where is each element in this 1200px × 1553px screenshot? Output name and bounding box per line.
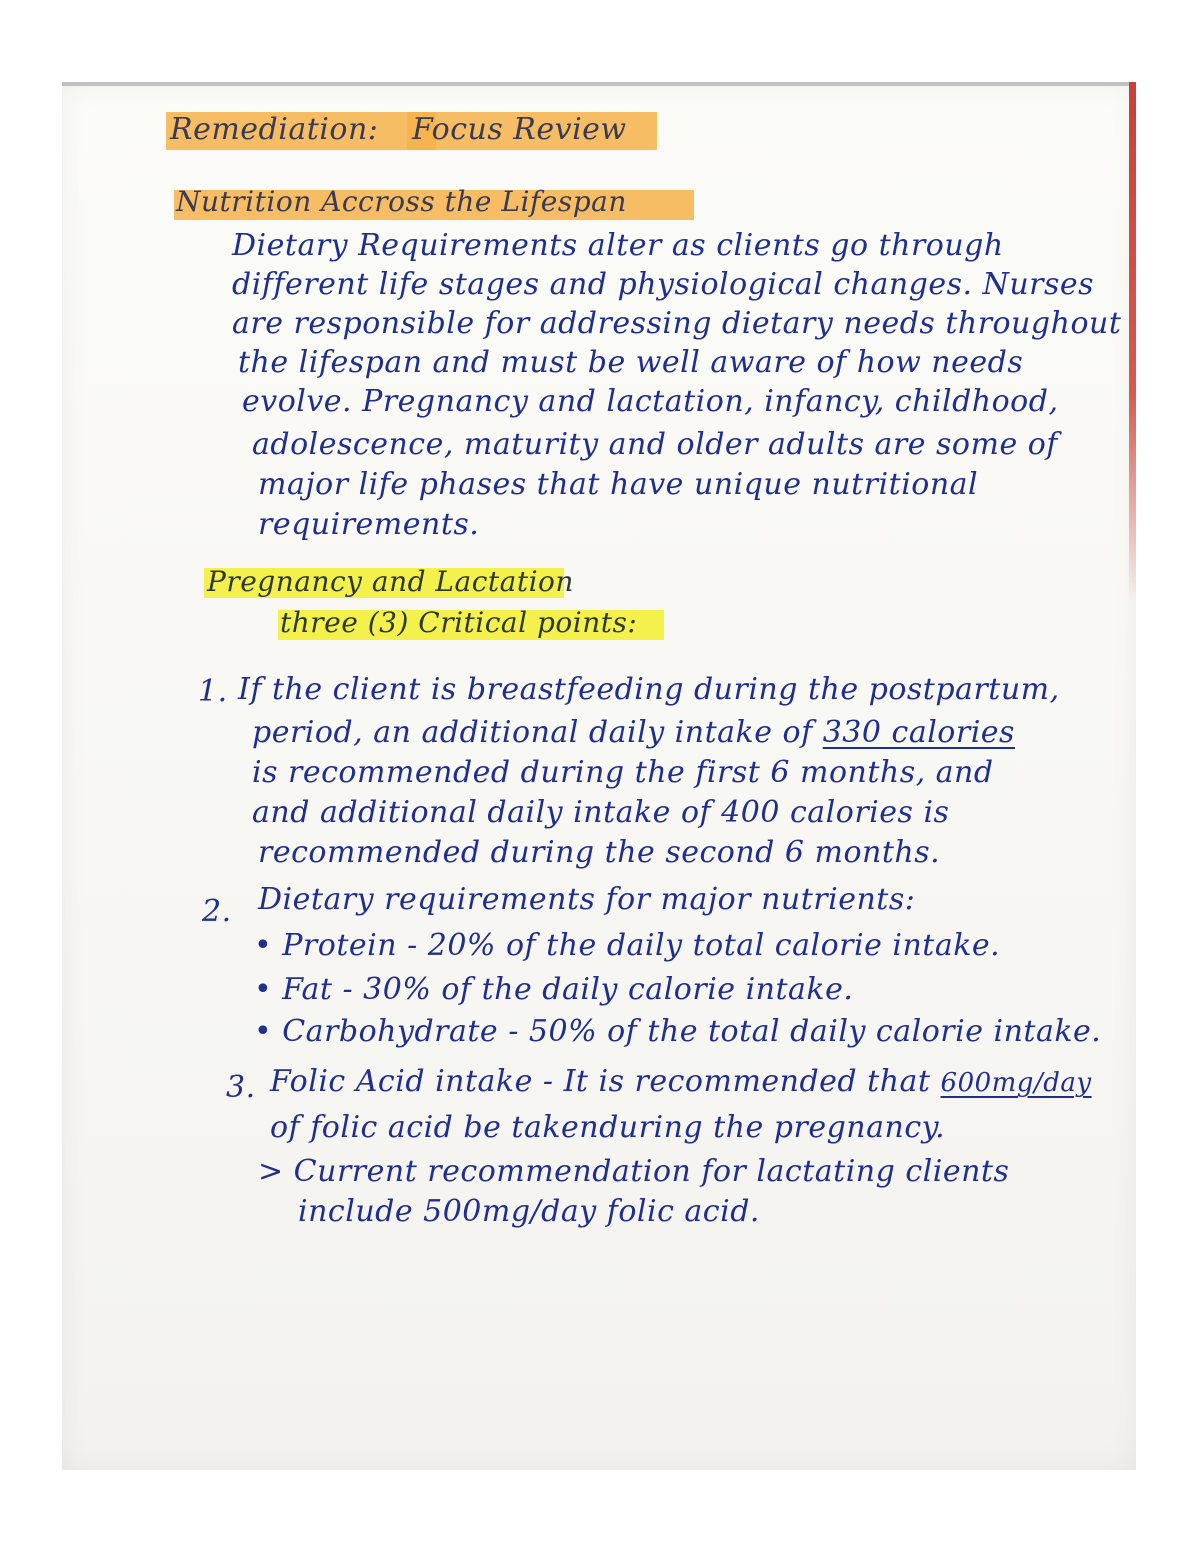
intro-line-6: adolescence, maturity and older adults are some of [252,427,1058,462]
point3-line4: include 500mg/day folic acid. [298,1194,760,1229]
point1-line2 [252,715,1015,751]
point2-bullet-carbohydrate: • Carbohydrate - 50% of the total daily calorie intake. [254,1014,1102,1049]
point1-line1: If the client is breastfeeding during the postpartum, [238,672,1060,707]
point3-line2: of folic acid be takenduring the pregnancy. [270,1110,946,1145]
notebook-page-photo [62,82,1136,1470]
point1-number: 1. [198,674,228,709]
point2-bullet-protein: • Protein - 20% of the daily total calorie intake. [254,928,1001,963]
intro-line-5: evolve. Pregnancy and lactation, infancy, childhood, [242,384,1059,419]
point1-line4: and additional daily intake of 400 calories is [252,795,950,830]
title-remediation: Remediation: [170,112,379,147]
intro-line-7: major life phases that have unique nutritional [258,467,979,502]
red-folder-edge [1129,82,1136,602]
point1-line2-text: period, an additional daily intake of [252,715,813,750]
intro-line-3: are responsible for addressing dietary needs throughout [232,306,1122,341]
paper-top-edge [62,82,1136,86]
intro-line-8: requirements. [258,507,480,542]
point2-line1: Dietary requirements for major nutrients: [258,882,916,917]
point3-line3: > Current recommendation for lactating clients [258,1154,1010,1189]
point3-number: 3. [226,1070,256,1105]
subsection-heading: Pregnancy and Lactation [207,565,574,598]
point3-line1-text: Folic Acid intake - It is recommended that [270,1064,931,1099]
intro-line-1: Dietary Requirements alter as clients go through [232,228,1004,263]
title-focus-review: Focus Review [412,112,627,147]
point3-line1 [270,1064,1092,1101]
point1-calories-330: 330 calories [822,715,1015,750]
point2-number: 2. [202,894,232,929]
section-heading: Nutrition Accross the Lifespan [176,185,627,218]
subsection-subheading: three (3) Critical points: [280,606,638,639]
intro-line-2: different life stages and physiological changes. Nurses [232,267,1095,302]
intro-line-4: the lifespan and must be well aware of how needs [238,345,1024,380]
point1-line5: recommended during the second 6 months. [258,835,941,870]
point1-line3: is recommended during the first 6 months, and [252,755,994,790]
point3-dose-600: 600mg/day [940,1068,1092,1098]
point2-bullet-fat: • Fat - 30% of the daily calorie intake. [254,972,854,1007]
